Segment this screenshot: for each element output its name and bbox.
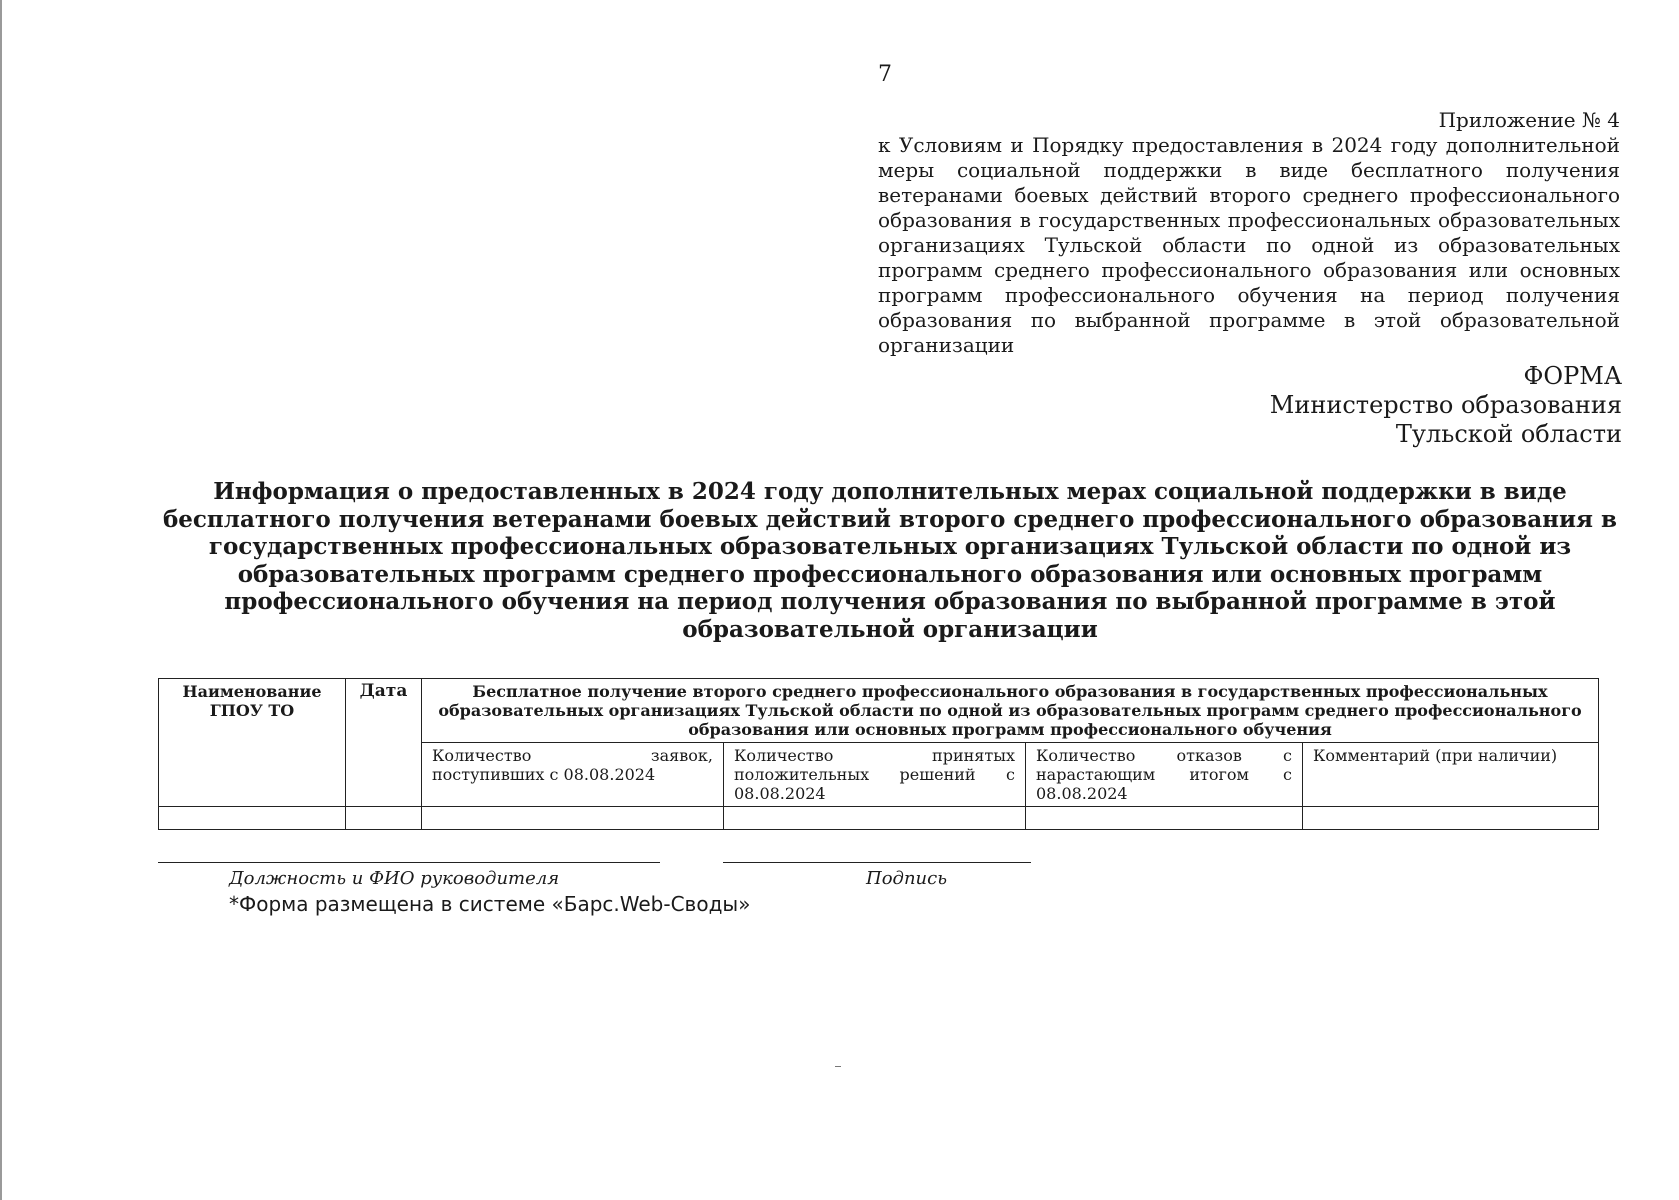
form-label: ФОРМА [1523,362,1622,390]
signature-label: Подпись [866,868,948,889]
header-comment: Комментарий (при наличии) [1303,743,1599,807]
appendix-title: Приложение № 4 [1438,108,1620,132]
position-label: Должность и ФИО руководителя [229,868,560,889]
page-number: 7 [878,62,892,87]
table-row [159,807,1599,830]
appendix-block [878,108,1620,358]
cell-applications[interactable] [422,807,724,830]
ministry-line-1: Министерство образования [1269,391,1622,419]
cell-comment[interactable] [1303,807,1599,830]
signature-line [723,862,1031,863]
cell-positive-decisions[interactable] [724,807,1026,830]
header-applications-count: Количество заявок, поступивших с 08.08.2024 [422,743,724,807]
scan-mark [835,1066,841,1067]
appendix-text: к Условиям и Порядку предоставления в 2024 году дополнительной меры социальной поддержки в виде бесплатного получения ветеранами боевых действий второго среднего профессионального образования в государственных профессиональных образовательных организациях Тульской области по одной из образовательных программ среднего профессионального образования или основных программ профессионального обучения на период получения образования по выбранной программе в этой образовательной организации [878,133,1620,357]
header-free-education-group: Бесплатное получение второго среднего профессионального образования в государственных профессиональных образовательных организациях Тульской области по одной из образовательных программ среднего профессионального образования или основных программ профессионального обучения [422,679,1599,743]
header-positive-decisions-count: Количество принятых положительных решений с 08.08.2024 [724,743,1026,807]
cell-date[interactable] [346,807,422,830]
document-title: Информация о предоставленных в 2024 году дополнительных мерах социальной поддержки в виде бесплатного получения ветеранами боевых действий второго среднего профессионального образования в государственных профессиональных образовательных организациях Тульской области по одной из образовательных программ среднего профессионального образования или основных программ профессионального обучения на период получения образования по выбранной программе в этой образовательной организации [162,478,1618,643]
header-organization-name: Наименование ГПОУ ТО [159,679,346,807]
position-signature-line [158,862,660,863]
report-table [158,678,1599,830]
form-header [1270,362,1622,449]
footnote: *Форма размещена в системе «Барс.Web-Своды» [229,892,751,916]
cell-organization-name[interactable] [159,807,346,830]
header-refusals-count: Количество отказов с нарастающим итогом с 08.08.2024 [1026,743,1303,807]
cell-refusals[interactable] [1026,807,1303,830]
table-header-row [159,679,1599,743]
ministry-line-2: Тульской области [1395,420,1622,448]
page-edge [0,0,2,1200]
header-date: Дата [346,679,422,807]
